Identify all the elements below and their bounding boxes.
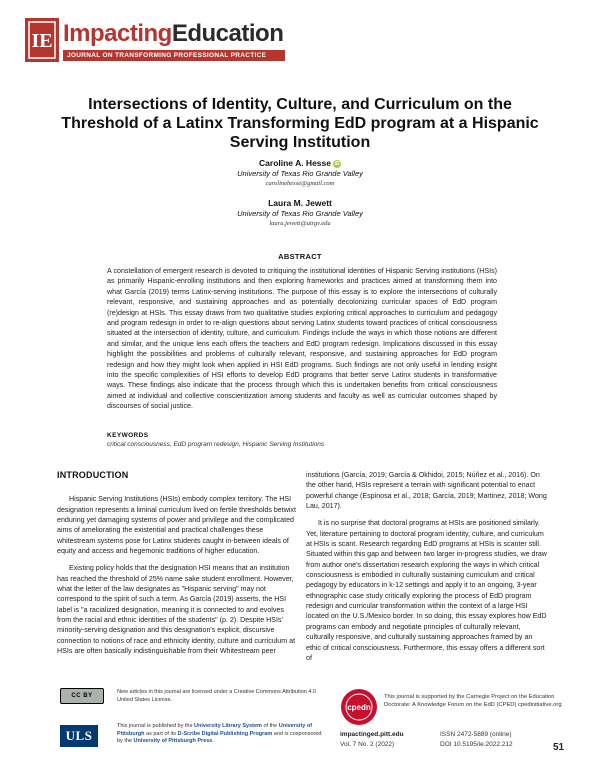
issn: ISSN 2472-5889 (online) (440, 731, 512, 738)
footer (60, 688, 560, 768)
doi[interactable]: DOI 10.5195/ie.2022.212 (440, 741, 513, 748)
abstract-text: A constellation of emergent research is devoted to critiquing the institutional identities of Hispanic Serving institutions (HSIs) as primarily Hispanic-enrolling institutions and then exploring frameworks and practices aimed at transforming them into what García (2019) terms Latinx-serving institutions. The purpose of this essay is to explore the intersections of culturally relevant, responsive, and sustaining approaches and as potentially decolonizing curricular spaces of EdD program (re)design at HSIs. This essay draws from two qualitative studies exploring critical approaches to curriculum and pedagogy and program redesign in order to re-align questions about serving Latinx students toward practices of critical consciousness situated at the intersection of identity, culture, and curriculum. Findings include the ways in which those notions are different and similar, and the unique lens each offers the teachers and EdD program redesign. Implications discussed in this essay highlight the possibilities and problems of culturally relevant, responsive, and sustaining approaches for EdD program redesign and how they might look when applied in HSI EdD programs. Such findings are not only useful in lending insight into the specific complexities of HSI efforts to develop EdD programs that better serve Latinx students in transformative ways. These findings also indicate that the process through which this is undertaken benefits from critical consciousness aimed at individual and collective conscientization among students and faculty as well as curricular outcomes shaped by discourses of social justice. (107, 267, 497, 411)
paragraph: Hispanic Serving Institutions (HSIs) embody complex territory. The HSI designation represents a liminal curriculum lived on fertile thresholds betwixt enduring yet damaging systems of power and privilege and the complicated aims of ameliorating the existential and practical challenges these whitestream systems pose for Latinx students caught in-between ideals of equity and access and hegemonic traditions of higher education. (57, 495, 296, 556)
license-text: New articles in this journal are licensed under a Creative Commons Attribution 4.0 United States License. (117, 689, 317, 703)
paragraph: It is no surprise that doctoral programs at HSIs are positioned similarly. Yet, literature pertaining to doctoral program identity, culture, and curriculum at HSIs is scant. Research regarding EdD programs at HSIs is scanter still. Situated within this gap and between two larger in-progress studies, we draw from author one's dissertation research exploring the ways in which critical consciousness is embodied in culturally sustaining curriculum and critical pedagogy by educators in k-12 settings and apply it to an ongoing, 3-year ethnographic case study critically exploring the process of EdD program redesign and curricular transformation within the context of a large HSI located on the U.S./Mexico border. In so doing, this essay explores how EdD programs can embody and negotiate principles of culturally relevant, culturally responsive, and culturally sustaining approaches framed by an ethic of critical consciousness. Furthermore, this essay offers a different sort of (306, 519, 547, 662)
author-block-2 (100, 198, 500, 229)
page-number: 51 (553, 742, 565, 753)
journal-emblem-icon (25, 18, 59, 62)
journal-name: ImpactingEducation (63, 20, 284, 47)
cc-license-icon[interactable]: CC BY (60, 688, 104, 704)
author-affiliation: University of Texas Rio Grande Valley (237, 169, 363, 178)
cped-support-text: This journal is supported by the Carnegie Project on the Education Doctorate: A Knowledge Forum on the EdD (CPED) cpedinitiative.org (384, 694, 562, 708)
author-name: Laura M. Jewett (268, 198, 332, 208)
uls-logo: ULS (60, 725, 98, 747)
publisher-text: This journal is published by the University Library System of the University of Pittsburgh as part of its D-Scribe Digital Publishing Program and is cosponsored by the University of Pittsburgh Press. (117, 723, 322, 745)
volume-issue: Vol. 7 No. 2 (2022) (340, 741, 395, 748)
cped-logo-text: cpedn (347, 703, 371, 712)
author-affiliation: University of Texas Rio Grande Valley (237, 209, 363, 218)
paragraph: institutions (García, 2019; García & Okhidoi, 2015; Núñez et al., 2016). On the other hand, HSIs represent a terrain with significant potential to enact powerful change (Espinosa et al., 2018; García, 2019; Martinez, 2018; Wong Lau, 2017). (306, 471, 547, 511)
keywords-heading: KEYWORDS (107, 432, 149, 439)
journal-url[interactable]: impactinged.pitt.edu (340, 731, 404, 738)
orcid-icon[interactable]: iD (334, 161, 340, 167)
author-block-1 (100, 158, 500, 189)
section-heading: INTRODUCTION (57, 470, 129, 480)
cped-logo-icon (340, 688, 378, 726)
keywords-text: critical consciousness, EdD program redesign, Hispanic Serving Institutions (107, 441, 325, 448)
paragraph: Existing policy holds that the designation HSI means that an institution has reached the threshold of 25% name sake student enrollment. However, what the letter of the law designates as "Hispanic serving" may not correspond to the spirit of such a term. As García (2019) asserts, the HSI label is "a racialized designation, meaning it is connected to and evolves from the racial and ethnic identities of the students" (p. 2). Despite HSIs' minority-serving designation and this designation's explicit, discursive connection to notions of race and ethnicity identity, culture and curriculum at HSIs are often basically indistinguishable from their Whitestream peer (57, 564, 296, 656)
author-email[interactable]: carolinehesse@gmail.com (265, 180, 335, 187)
journal-tagline: JOURNAL ON TRANSFORMING PROFESSIONAL PRACTICE (63, 50, 285, 61)
author-name: Caroline A. Hesse iD (259, 158, 340, 168)
body-column-right (306, 470, 548, 670)
abstract-heading: ABSTRACT (278, 252, 322, 261)
emblem-letters: IE (31, 30, 53, 52)
journal-logo (25, 18, 285, 64)
article-title: Intersections of Identity, Culture, and Curriculum on the Threshold of a Latinx Transforming EdD program at a Hispanic Serving Institution (61, 96, 539, 151)
author-email[interactable]: laura.jewett@utrgv.edu (269, 220, 331, 227)
body-column-left (57, 470, 299, 664)
